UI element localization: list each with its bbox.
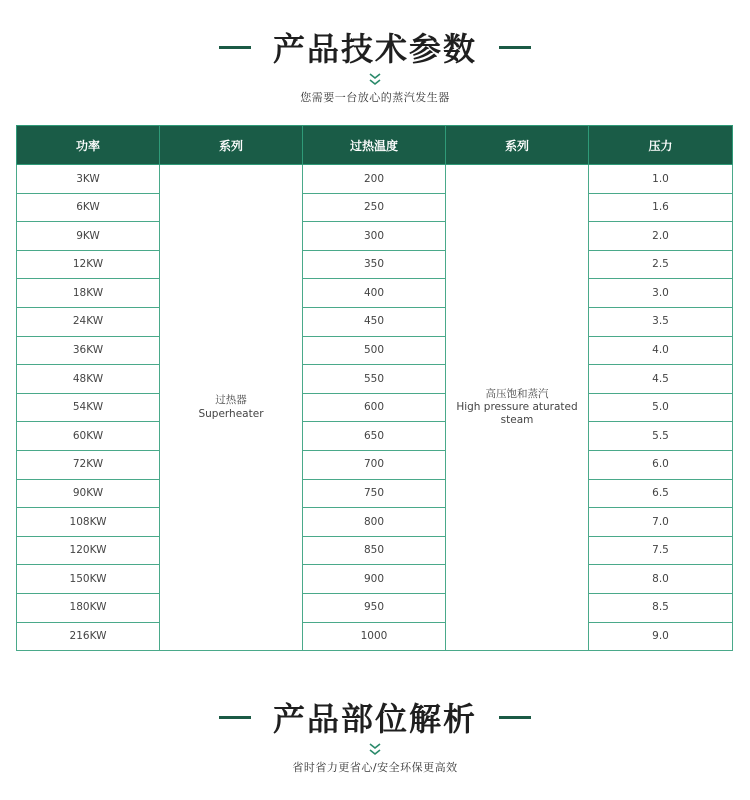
pressure-cell: 4.0 [589, 336, 733, 365]
series-superheater-cn: 过热器 [215, 394, 247, 407]
section-title: 产品部位解析 [272, 700, 477, 738]
power-cell: 108KW [17, 508, 160, 537]
power-cell: 60KW [17, 422, 160, 451]
pressure-cell: 1.6 [589, 193, 733, 222]
power-cell: 180KW [17, 593, 160, 622]
temperature-cell: 1000 [303, 622, 446, 651]
pressure-cell: 5.5 [589, 422, 733, 451]
pressure-cell: 9.0 [589, 622, 733, 651]
section-title: 产品技术参数 [272, 30, 477, 68]
table-row [17, 593, 733, 622]
power-cell: 54KW [17, 393, 160, 422]
table-row [17, 565, 733, 594]
pressure-cell: 1.0 [589, 165, 733, 194]
power-cell: 216KW [17, 622, 160, 651]
section-header-parameters [0, 25, 750, 105]
power-cell: 18KW [17, 279, 160, 308]
pressure-cell: 3.0 [589, 279, 733, 308]
pressure-cell: 6.0 [589, 450, 733, 479]
series-saturated-steam-cell [446, 165, 589, 651]
series-steam-en-line1: High pressure aturated [456, 400, 578, 413]
power-cell: 6KW [17, 193, 160, 222]
pressure-cell: 4.5 [589, 365, 733, 394]
pressure-cell: 3.5 [589, 307, 733, 336]
section-header-parts-analysis [0, 695, 750, 775]
power-cell: 48KW [17, 365, 160, 394]
series-steam-en-line2: steam [500, 414, 534, 427]
temperature-cell: 250 [303, 193, 446, 222]
double-chevron-down-icon [0, 741, 750, 757]
table-row [17, 450, 733, 479]
power-cell: 120KW [17, 536, 160, 565]
pressure-cell: 8.5 [589, 593, 733, 622]
table-row [17, 250, 733, 279]
temperature-cell: 750 [303, 479, 446, 508]
title-row [0, 695, 750, 739]
pressure-cell: 7.5 [589, 536, 733, 565]
pressure-cell: 5.0 [589, 393, 733, 422]
temperature-cell: 600 [303, 393, 446, 422]
table-row [17, 165, 733, 194]
title-row [0, 25, 750, 69]
power-cell: 12KW [17, 250, 160, 279]
title-dash-right [499, 46, 531, 49]
table-row [17, 422, 733, 451]
title-dash-left [219, 46, 251, 49]
power-cell: 3KW [17, 165, 160, 194]
power-cell: 150KW [17, 565, 160, 594]
table-row [17, 622, 733, 651]
header-series: 系列 [160, 126, 303, 165]
table-row [17, 336, 733, 365]
pressure-cell: 8.0 [589, 565, 733, 594]
table-row [17, 365, 733, 394]
temperature-cell: 900 [303, 565, 446, 594]
temperature-cell: 650 [303, 422, 446, 451]
table-row [17, 307, 733, 336]
section-subtitle: 省时省力更省心/安全环保更高效 [292, 761, 458, 774]
temperature-cell: 500 [303, 336, 446, 365]
temperature-cell: 700 [303, 450, 446, 479]
pressure-cell: 6.5 [589, 479, 733, 508]
temperature-cell: 550 [303, 365, 446, 394]
header-pressure: 压力 [589, 126, 733, 165]
table-row [17, 193, 733, 222]
table-row [17, 508, 733, 537]
section-subtitle: 您需要一台放心的蒸汽发生器 [300, 91, 450, 104]
series-superheater-en: Superheater [198, 407, 264, 420]
pressure-cell: 2.0 [589, 222, 733, 251]
series-superheater-cell [160, 165, 303, 651]
table-row [17, 279, 733, 308]
power-cell: 90KW [17, 479, 160, 508]
power-cell: 72KW [17, 450, 160, 479]
power-cell: 36KW [17, 336, 160, 365]
header-series: 系列 [446, 126, 589, 165]
temperature-cell: 300 [303, 222, 446, 251]
temperature-cell: 850 [303, 536, 446, 565]
spec-table [16, 125, 733, 651]
table-row [17, 479, 733, 508]
pressure-cell: 2.5 [589, 250, 733, 279]
table-row [17, 536, 733, 565]
temperature-cell: 350 [303, 250, 446, 279]
title-dash-left [219, 716, 251, 719]
power-cell: 9KW [17, 222, 160, 251]
title-dash-right [499, 716, 531, 719]
temperature-cell: 950 [303, 593, 446, 622]
temperature-cell: 450 [303, 307, 446, 336]
double-chevron-down-icon [0, 71, 750, 87]
series-steam-cn: 高压饱和蒸汽 [485, 387, 549, 400]
header-temperature: 过热温度 [303, 126, 446, 165]
power-cell: 24KW [17, 307, 160, 336]
temperature-cell: 200 [303, 165, 446, 194]
temperature-cell: 800 [303, 508, 446, 537]
header-power: 功率 [17, 126, 160, 165]
table-row [17, 222, 733, 251]
table-row [17, 393, 733, 422]
table-header-row [17, 126, 733, 165]
pressure-cell: 7.0 [589, 508, 733, 537]
temperature-cell: 400 [303, 279, 446, 308]
